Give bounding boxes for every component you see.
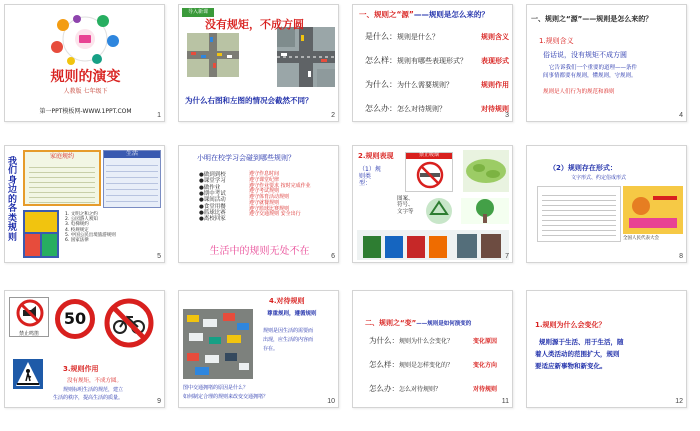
list-item: ●课堂学习 (199, 178, 226, 185)
row-answer: 怎么对待规则？ (397, 105, 446, 113)
body-text: 着人类活动的范围扩大，规则 (535, 350, 620, 358)
list-item: 遵守篮球比赛规则 (249, 205, 290, 212)
slide-thumbnail-6[interactable] (178, 145, 339, 263)
card-title: 生活 (104, 151, 160, 158)
list-item: ●篮球比赛 (199, 209, 226, 216)
slide-subheading: 1.规则含义 (539, 37, 574, 45)
slide-heading: 没有规矩，不成方圆 (205, 18, 304, 31)
body-text: 间事情都要有规则，懂规则，守规则。 (543, 73, 637, 79)
traffic-photo-left (187, 33, 239, 77)
slide-number: 12 (675, 398, 683, 405)
row-tag: 规则含义 (481, 33, 509, 41)
list-item: 6. 国家法律 (65, 237, 89, 243)
list-item (365, 79, 453, 90)
slide-heading: 小明在校学习会碰到哪些规则？ (197, 154, 295, 162)
list-item: 遵守体育活动规则 (249, 194, 290, 200)
pedestrian-crossing-icon (13, 359, 43, 389)
body-text: 规则是人们行为的规范和准则 (543, 89, 615, 95)
rules-poster-image (623, 186, 683, 234)
slide-question: 为什么右图和左图的情况会截然不同？ (185, 96, 313, 105)
card-lines (106, 160, 158, 206)
slide-subtitle: 人教版 七年级下 (63, 88, 108, 95)
recycle-icon (421, 196, 457, 226)
list-item: 遵守课堂纪律 (249, 176, 280, 183)
slide-number: 10 (327, 398, 335, 405)
row-tag: 对待规则 (473, 386, 498, 393)
question-text: 如何制定合理的规则来改变交通拥堵？ (183, 394, 269, 400)
row-answer: 规则为什么会变化？ (399, 338, 454, 345)
body-text: 规则源于生活、用于生活，随 (539, 338, 624, 346)
body-text: 存在。 (263, 346, 279, 352)
slide-title: 规则的演变 (50, 69, 121, 85)
row-answer: 为什么需要规则？ (397, 81, 453, 89)
slide-thumbnail-3[interactable] (352, 4, 513, 122)
list-item: 遵守作息时间 (249, 171, 280, 177)
list-item: 遵守就餐规则 (249, 199, 280, 206)
rules-list (65, 212, 116, 243)
world-map-graphic (463, 150, 509, 192)
list-item: ●课间活动 (199, 197, 226, 204)
heading-key: “变” (400, 319, 417, 327)
slide-number: 3 (505, 112, 509, 119)
slide-thumbnail-11[interactable] (352, 290, 513, 408)
family-rules-card (23, 150, 101, 206)
slide-number: 1 (157, 112, 161, 119)
slide-number: 8 (679, 253, 683, 260)
list-item (369, 359, 453, 370)
no-bicycle-icon (103, 297, 155, 349)
left-list (199, 172, 226, 223)
no-smoking-sign (405, 152, 453, 192)
slide-thumbnail-9[interactable] (4, 290, 165, 408)
trash-bins-photo (357, 230, 509, 260)
right-list (249, 172, 311, 218)
row-tag: 规则作用 (481, 81, 509, 89)
question-text: 图中交通拥堵的原因是什么？ (183, 385, 249, 391)
list-item (365, 31, 439, 42)
slide-thumbnail-12[interactable] (526, 290, 687, 408)
row-tag: 对待规则 (481, 105, 509, 113)
slide-number: 7 (505, 253, 509, 260)
slide-number: 6 (331, 253, 335, 260)
heading-suffix: ——规则是如何演变的 (416, 321, 472, 327)
body-text: 它告诉我们一个重要的道理——条件 (549, 65, 638, 71)
row-answer: 规则是怎样变化的？ (399, 362, 454, 369)
row-question: 是什么： (365, 32, 397, 41)
image-caption: 全国人民代表大会 (623, 236, 659, 241)
row-answer: 规则有哪些表现形式？ (397, 57, 467, 65)
traffic-jam-photo (183, 309, 253, 379)
slide-thumbnail-10[interactable] (178, 290, 339, 408)
body-text: 出现，应生活的内容而 (263, 337, 314, 343)
slide-sub: （1）规则类型： (359, 166, 381, 188)
list-item: 图案、 (397, 196, 414, 202)
slide-footer-text: 生活中的规则无处不在 (209, 246, 310, 257)
slide-thumbnail-5[interactable] (4, 145, 165, 263)
slide-number: 9 (157, 398, 161, 405)
slide-heading: 2.规则表现 (358, 152, 394, 160)
slide-sub: 尊重规则，遵循规则 (267, 311, 317, 317)
row-question: 为什么： (365, 80, 397, 89)
card-title: 家庭规约 (49, 153, 74, 160)
slide-heading: 4.对待规则 (269, 297, 305, 305)
section-badge: 导入新课 (182, 8, 214, 17)
no-smoking-icon (406, 159, 454, 191)
slide-number: 11 (501, 398, 509, 405)
row-question: 为什么： (369, 336, 399, 345)
row-answer: 怎么对待规则？ (399, 386, 442, 393)
list-item: 遵守作业要求 按时完成作业 (249, 182, 311, 189)
list-item: ●做到到校 (199, 172, 226, 178)
row-question: 怎么办： (365, 104, 397, 113)
slide-heading: 3.规则作用 (63, 365, 99, 373)
list-item: 5. 中国公民出境旅游规则 (65, 232, 116, 238)
slide-thumbnail-8[interactable] (526, 145, 687, 263)
slide-number: 4 (679, 112, 683, 119)
list-item: ●期中考试 (199, 190, 226, 197)
no-honking-sign (9, 297, 49, 337)
slide-footer: 第一PPT模板网-WWW.1PPT.COM (39, 108, 132, 115)
body-text: 要适应新事物和新变化。 (535, 362, 607, 370)
sign-text: 禁止鸣笛 (18, 331, 39, 337)
crosswalk-sign (13, 359, 43, 389)
body-text: 俗话说，没有规矩不成方圆 (543, 51, 627, 59)
list-item: 3. 电梯规约 (65, 222, 89, 228)
rules-document-image (537, 186, 621, 242)
slide-heading (365, 319, 471, 327)
heading-prefix: 一、规则之 (359, 10, 397, 19)
list-item (365, 103, 446, 114)
list-item: 文字等 (397, 208, 414, 215)
card-lines (29, 163, 95, 203)
body-text: 没有规矩，不成方圆。 (67, 378, 123, 384)
row-answer: 规则是什么？ (397, 33, 439, 41)
sign-text: 禁止吸烟 (406, 153, 452, 159)
list-item: 符号、 (397, 202, 414, 209)
tree-icon (461, 198, 509, 224)
body-text: 规则标明生活的规范，建立 (63, 387, 124, 393)
slide-number: 2 (331, 112, 335, 119)
no-honking-icon (10, 298, 50, 328)
list-item (365, 55, 467, 66)
row-tag: 表现形式 (481, 57, 509, 65)
life-rules-card (103, 150, 161, 208)
vertical-label: 我们身边的各类规则 (8, 157, 18, 243)
list-item: ●做作业 (199, 184, 221, 191)
slide-heading: 1.规则为什么会变化？ (535, 321, 606, 329)
slide-heading: （2）规则存在形式： (549, 164, 617, 172)
list-item: 1. 文明之和之约 (65, 212, 98, 217)
speed-limit-sign: 50 (55, 299, 95, 339)
heading-suffix: ——规则是怎么来的？ (413, 10, 489, 19)
rule-forms-list (397, 196, 414, 215)
slide-sub: 文字形式、约定俗成形式 (571, 175, 627, 181)
slide-thumbnail-4[interactable] (526, 4, 687, 122)
heading-key: “源” (396, 10, 414, 19)
row-tag: 变化原因 (473, 338, 498, 345)
list-item: ●食堂用餐 (199, 203, 226, 210)
list-item: 4. 校规规定 (65, 227, 89, 233)
heading-prefix: 二、规则之 (365, 319, 400, 327)
park-photo (23, 210, 59, 258)
slide-thumbnail-1[interactable] (4, 4, 165, 122)
row-question: 怎么样： (365, 56, 397, 65)
list-item (369, 335, 453, 346)
colorful-bubbles-graphic (43, 11, 127, 67)
no-bicycle-sign (103, 297, 155, 349)
traffic-photo-right (277, 27, 335, 87)
row-question: 怎么办： (369, 384, 399, 393)
row-question: 怎么样： (369, 360, 399, 369)
slide-heading: 一、规则之“源”——规则是怎么来的？ (531, 15, 653, 23)
row-tag: 变化方向 (473, 362, 498, 369)
body-text: 规则是因生活的需要而 (263, 328, 314, 334)
slide-thumbnail-7[interactable] (352, 145, 513, 263)
list-item: 遵守考试规则 (249, 188, 280, 195)
list-item: ●离校回家 (199, 216, 226, 223)
slide-thumbnail-2[interactable] (178, 4, 339, 122)
list-item: 遵守交通规则 安全出行 (249, 211, 301, 218)
list-item (369, 383, 441, 394)
body-text: 生活的秩序，提高生活的质量。 (53, 395, 124, 401)
slide-number: 5 (157, 253, 161, 260)
list-item: 2. 公园游人须知 (65, 217, 98, 223)
slide-heading (359, 11, 489, 20)
